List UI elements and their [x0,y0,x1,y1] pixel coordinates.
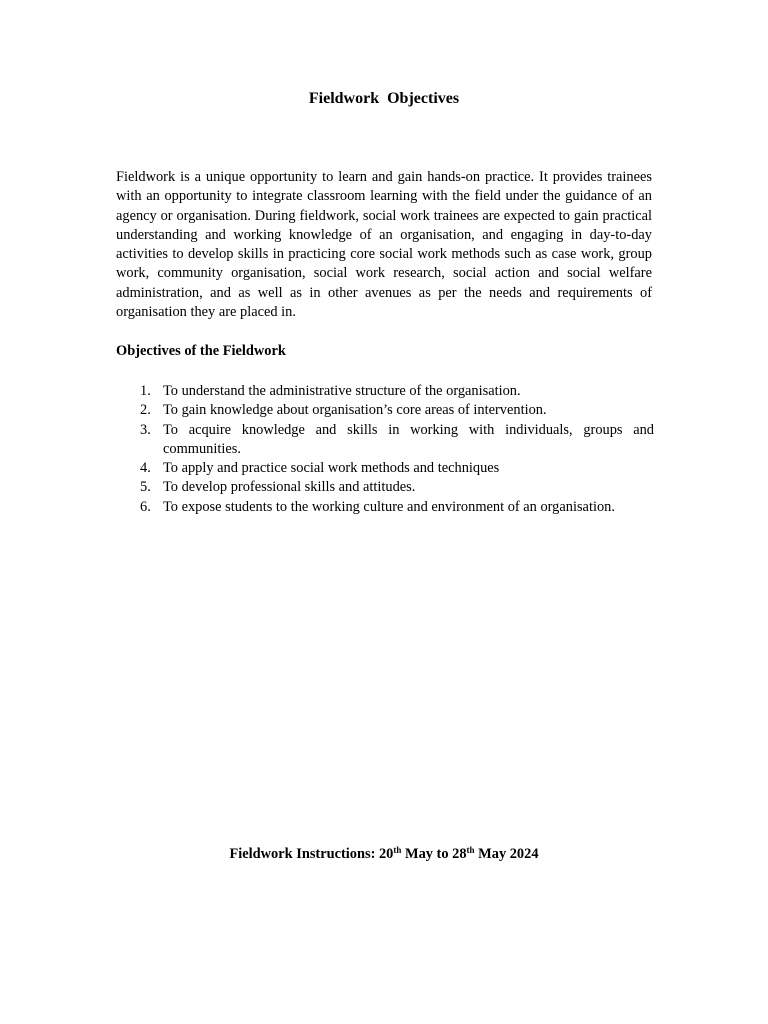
objectives-list [116,382,654,517]
objectives-heading: Objectives of the Fieldwork [116,343,286,359]
list-item-text: To gain knowledge about organisation’s core areas of intervention. [163,402,547,419]
footer-start-ordinal: th [393,845,402,855]
list-item [116,382,654,401]
page-title: Fieldwork Objectives [308,90,460,107]
list-item-number: 1. [140,383,151,399]
list-item-text: To expose students to the working culture and environment of an organisation. [163,498,615,515]
list-item-number: 6. [140,498,151,515]
list-item-number: 5. [140,479,151,496]
footer-middle: May to 28 [401,846,467,862]
footer-tail: May 2024 [474,846,539,862]
list-item [116,421,654,460]
list-item-number: 3. [140,421,151,438]
list-item-text: To understand the administrative structure of the organisation. [163,383,521,399]
list-item-text: To acquire knowledge and skills in working with individuals, groups and communities. [163,421,654,457]
list-item [116,401,654,420]
list-item [116,498,654,517]
list-item [116,478,654,497]
footer-prefix: Fieldwork Instructions: 20 [229,846,394,862]
fieldwork-dates-footer [0,845,768,864]
list-item [116,459,654,478]
footer-end-ordinal: th [466,845,475,855]
intro-paragraph: Fieldwork is a unique opportunity to learn and gain hands-on practice. It provides trainees with an opportunity to integrate classroom learning with the field under the guidance of an agency or organisation. During fieldwork, social work trainees are expected to gain practical understanding and working knowledge of an organisation, and engaging in day-to-day activities to develop skills in practicing core social work methods such as case work, group work, community organisation, social work research, social action and social welfare administration, and as well as in other avenues as per the needs and requirements of organisation they are placed in. [116,169,652,321]
list-item-text: To apply and practice social work methods and techniques [163,460,500,477]
list-item-text: To develop professional skills and attitudes. [163,479,416,496]
list-item-number: 2. [140,402,151,419]
list-item-number: 4. [140,460,151,477]
